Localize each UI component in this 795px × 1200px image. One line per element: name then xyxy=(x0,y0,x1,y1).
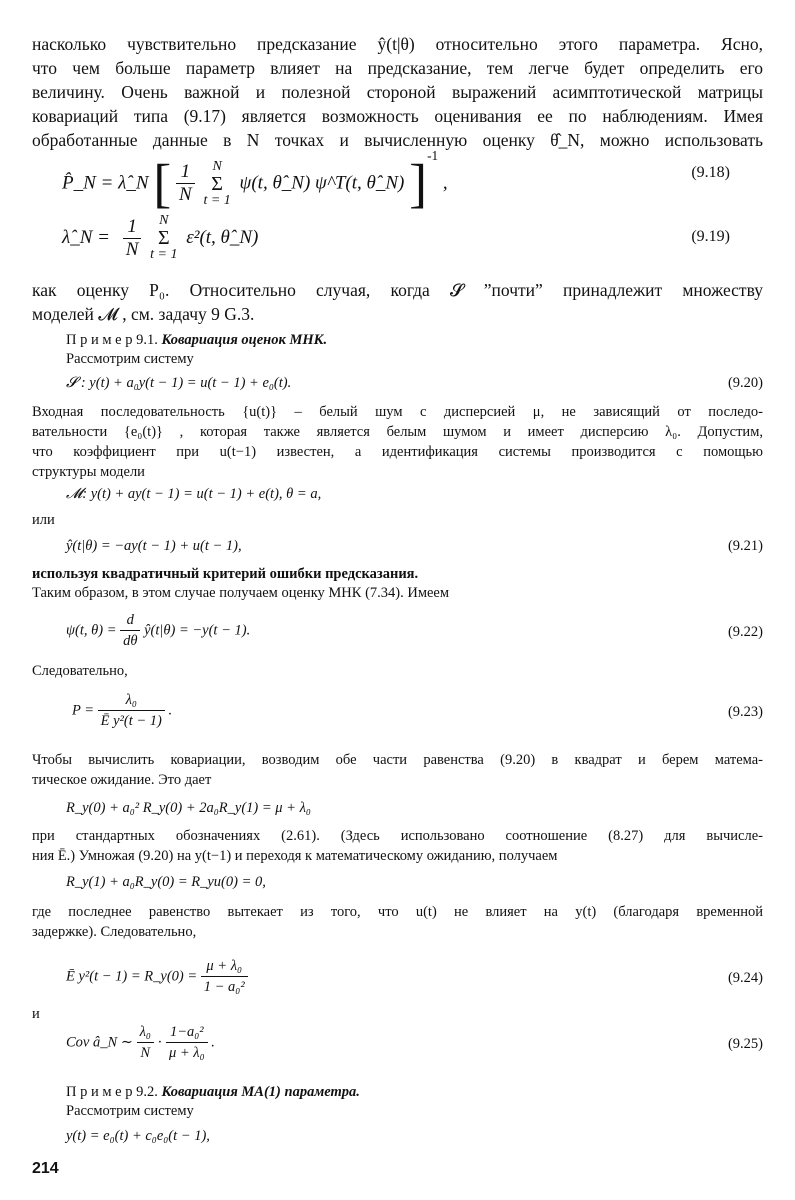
example-9-1-heading xyxy=(66,330,763,350)
fraction xyxy=(98,690,165,731)
equation-9-21 xyxy=(66,536,763,556)
eq-body: ε²(t, θ̂_N) xyxy=(186,227,259,248)
text-line: величину. Очень важной и полезной стороной выражений асимптотической матрицы xyxy=(32,82,763,102)
multiply-dot: · xyxy=(157,1034,163,1051)
text-line: Входная последовательность {u(t)} – белый шум с дисперсией μ, не зависящий от последо- xyxy=(32,404,763,420)
text-line: структуры модели xyxy=(32,464,145,480)
denominator: N xyxy=(140,1045,151,1061)
text-line: где последнее равенство вытекает из того, что u(t) не влияет на y(t) (благодаря временной xyxy=(32,904,763,920)
eq-rhs: ŷ(t|θ) = −y(t − 1). xyxy=(144,622,251,639)
text-line: Чтобы вычислить ковариации, возводим обе части равенства (9.20) в квадрат и берем матема- xyxy=(32,752,763,768)
text-line: насколько чувствительно предсказание ŷ(t|θ) относительно этого параметра. Ясно, xyxy=(32,34,763,54)
example-title: Ковариация оценок МНК. xyxy=(161,332,328,348)
equation-number: (9.23) xyxy=(727,704,763,720)
consider-text: Рассмотрим систему xyxy=(66,1103,194,1119)
denominator: N xyxy=(179,184,192,206)
equation-ry1: R_y(1) + a₀R_y(0) = R_yu(0) = 0, xyxy=(66,874,266,890)
sum-lower: t = 1 xyxy=(203,192,231,208)
paragraph-input-sequence xyxy=(32,402,763,482)
numerator: λ₀ xyxy=(137,1022,154,1043)
equation-ry0: R_y(0) + a₀² R_y(0) + 2a₀R_y(1) = μ + λ₀ xyxy=(66,800,311,816)
denominator: dθ xyxy=(123,633,138,649)
equation-number: (9.22) xyxy=(727,624,763,640)
sum-lower: t = 1 xyxy=(150,247,178,262)
sum-symbol: Σ xyxy=(211,172,223,195)
sum-upper: N xyxy=(212,158,222,174)
consider-text: Рассмотрим систему xyxy=(66,351,194,367)
equation-9-19 xyxy=(62,214,762,270)
equation-9-18 xyxy=(62,148,762,214)
sum-operator xyxy=(150,214,177,262)
example-title: Ковариация МА(1) параметра. xyxy=(161,1084,360,1100)
eq-body: ŷ(t|θ) = −ay(t − 1) + u(t − 1), xyxy=(66,538,242,554)
equation-9-20 xyxy=(66,373,763,393)
therefore-text: Следовательно, xyxy=(32,663,128,679)
eq-lhs: Ē y²(t − 1) = R_y(0) = xyxy=(66,968,198,985)
text-line: ковариаций типа (9.17) является возможность оценивания ее по наблюдениям. Имея xyxy=(32,106,763,126)
eq-lhs: Cov â_N ∼ xyxy=(66,1034,133,1051)
comma: , xyxy=(442,172,448,194)
equation-9-23 xyxy=(72,690,763,736)
eq-lhs: P̂_N = λ̂_N xyxy=(62,172,149,194)
paragraph-standard-notation xyxy=(32,826,763,866)
paragraph-delay xyxy=(32,902,763,942)
eq-lhs: P = xyxy=(72,702,95,719)
paragraph-covariance xyxy=(32,750,763,790)
period: . xyxy=(211,1034,215,1051)
paragraph-intro xyxy=(32,32,763,152)
page-number: 214 xyxy=(32,1160,59,1177)
derivative-fraction xyxy=(120,610,140,651)
example-9-2-heading xyxy=(66,1082,763,1102)
example-label: П р и м е р 9.2. xyxy=(66,1084,158,1100)
text-line: тическое ожидание. Это дает xyxy=(32,772,212,788)
numerator: 1−a₀² xyxy=(166,1022,208,1043)
period: . xyxy=(168,702,173,719)
sum-operator xyxy=(203,160,230,208)
fraction xyxy=(201,956,248,997)
fraction-2 xyxy=(166,1022,208,1063)
text-line: обработанные данные в N точках и вычисленную оценку θ̂_N, можно использовать xyxy=(32,130,763,150)
fraction-1 xyxy=(137,1022,154,1063)
equation-9-25 xyxy=(66,1022,763,1068)
text-line: используя квадратичный критерий ошибки предсказания. xyxy=(32,566,419,582)
paragraph-p0 xyxy=(32,278,763,326)
power: -1 xyxy=(427,148,439,163)
fraction xyxy=(123,216,142,261)
sum-symbol: Σ xyxy=(158,227,170,249)
denominator: N xyxy=(125,238,139,260)
numerator: 1 xyxy=(176,161,195,184)
equation-number: (9.24) xyxy=(727,970,763,986)
eq-body: ψ(t, θ̂_N) ψ^T(t, θ̂_N) xyxy=(239,172,405,194)
equation-number: (9.21) xyxy=(727,538,763,554)
eq-body: 𝓢 : y(t) + a₀y(t − 1) = u(t − 1) + e₀(t). xyxy=(66,375,292,391)
equation-number: (9.18) xyxy=(691,164,730,181)
or-text: или xyxy=(32,512,55,528)
eq-lhs: λ̂_N = xyxy=(62,227,110,248)
numerator: d xyxy=(120,610,140,631)
equation-ma1: y(t) = e₀(t) + c₀e₀(t − 1), xyxy=(66,1128,210,1144)
text-line: ния Ē.) Умножая (9.20) на y(t−1) и переходя к математическому ожиданию, получаем xyxy=(32,848,558,864)
text-line: моделей 𝓜 , см. задачу 9 G.3. xyxy=(32,304,255,324)
text-line: что коэффициент при u(t−1) известен, а идентификация системы производится с помощью xyxy=(32,444,763,460)
fraction xyxy=(176,161,195,206)
sum-upper: N xyxy=(159,213,169,228)
denominator: 1 − a₀² xyxy=(203,979,245,995)
denominator: μ + λ₀ xyxy=(168,1045,205,1061)
text-line: задержке). Следовательно, xyxy=(32,924,197,940)
equation-9-22 xyxy=(66,610,763,654)
equation-number: (9.19) xyxy=(691,228,730,245)
example-label: П р и м е р 9.1. xyxy=(66,332,158,348)
equation-number: (9.25) xyxy=(727,1036,763,1052)
right-bracket: ] xyxy=(409,153,428,214)
text-line: как оценку P₀. Относительно случая, когда 𝓢 ”почти” принадлежит множеству xyxy=(32,280,763,300)
numerator: 1 xyxy=(123,216,142,239)
numerator: λ₀ xyxy=(98,690,165,711)
model-structure: 𝓜: y(t) + ay(t − 1) = u(t − 1) + e(t), θ = a, xyxy=(66,486,322,502)
text-line: Таким образом, в этом случае получаем оценку МНК (7.34). Имеем xyxy=(32,585,450,601)
equation-9-24 xyxy=(66,956,763,1002)
equation-number: (9.20) xyxy=(727,375,763,391)
and-text: и xyxy=(32,1006,40,1022)
denominator: Ē y²(t − 1) xyxy=(100,713,162,729)
eq-lhs: ψ(t, θ) = xyxy=(66,622,117,639)
left-bracket: [ xyxy=(153,153,172,214)
text-line: что чем больше параметр влияет на предсказание, тем легче будет определить его xyxy=(32,58,763,78)
numerator: μ + λ₀ xyxy=(201,956,248,977)
text-line: при стандартных обозначениях (2.61). (Здесь использовано соотношение (8.27) для вычисле- xyxy=(32,828,763,844)
text-line: вательности {e₀(t)} , которая также является белым шумом и имеет дисперсию λ₀. Допустим, xyxy=(32,424,763,440)
